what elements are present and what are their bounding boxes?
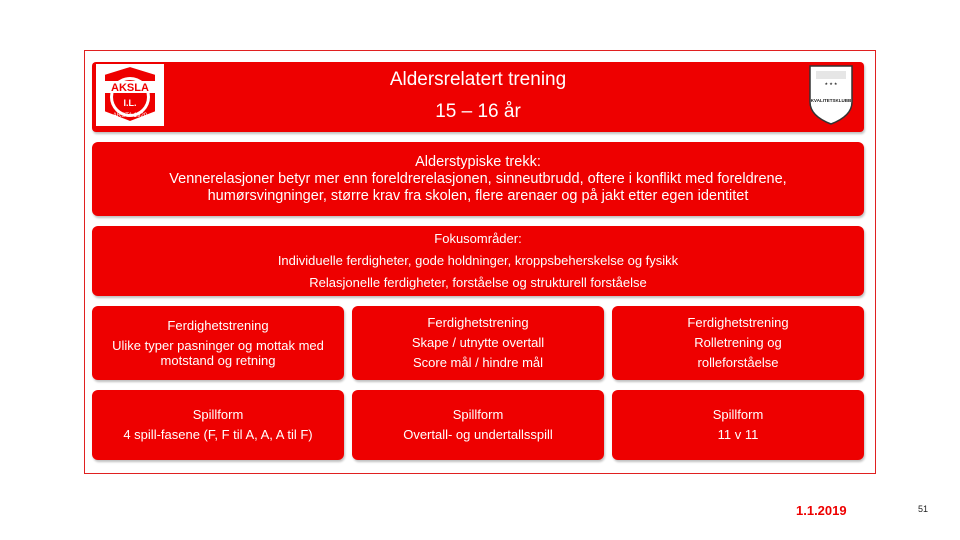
cell-text: 11 v 11: [717, 427, 759, 442]
focus-areas-box: [92, 226, 864, 296]
badge-text: KVALITETSKLUBB: [810, 98, 852, 103]
focus-line1: Individuelle ferdigheter, gode holdninger, kroppsbeherskelse og fysikk: [277, 253, 679, 268]
cell-heading: Spillform: [452, 407, 504, 422]
focus-line2: Relasjonelle ferdigheter, forståelse og strukturell forståelse: [309, 275, 647, 290]
svg-text:★ ★ ★: ★ ★ ★: [824, 81, 838, 86]
skill-training-cell-3: [612, 306, 864, 380]
cell-heading: Ferdighetstrening: [687, 315, 789, 330]
page-number: 51: [918, 504, 929, 514]
cell-heading: Ferdighetstrening: [167, 318, 269, 333]
logo-initials: I.L.: [123, 98, 137, 108]
cell-text: Score mål / hindre mål: [412, 355, 544, 370]
slide-subtitle: 15 – 16 år: [435, 101, 521, 122]
game-form-cell-1: [92, 390, 344, 460]
age-traits-heading: Alderstypiske trekk:: [415, 153, 541, 170]
game-form-cell-2: [352, 390, 604, 460]
slide-date: 1.1.2019: [796, 503, 847, 518]
club-logo: [96, 64, 164, 126]
game-form-cell-3: [612, 390, 864, 460]
cell-text: rolleforståelse: [697, 355, 779, 370]
age-traits-line1: Vennerelasjoner betyr mer enn foreldrerelasjonen, sinneutbrudd, oftere i konflikt med foreldrene,: [169, 170, 787, 187]
title-banner: [92, 62, 864, 132]
cell-text: Overtall- og undertallsspill: [403, 427, 553, 442]
quality-club-badge: [806, 62, 856, 126]
skill-training-cell-1: [92, 306, 344, 380]
cell-heading: Spillform: [192, 407, 244, 422]
age-traits-box: [92, 142, 864, 216]
cell-heading: Spillform: [712, 407, 764, 422]
cell-text: 4 spill-fasene (F, F til A, A, A til F): [123, 427, 313, 442]
cell-heading: Ferdighetstrening: [427, 315, 529, 330]
age-traits-line2: humørsvingninger, større krav fra skolen, flere arenaer og på jakt etter egen identitet: [207, 187, 749, 204]
cell-text: Skape / utnytte overtall: [411, 335, 545, 350]
focus-heading: Fokusområder:: [434, 231, 522, 246]
logo-year: ARSTA 1920: [112, 113, 148, 119]
skill-training-cell-2: [352, 306, 604, 380]
logo-text: AKSLA: [111, 82, 149, 94]
slide-title: Aldersrelatert trening: [389, 69, 567, 90]
cell-text: Ulike typer pasninger og mottak med motstand og retning: [112, 338, 324, 368]
cell-text: Rolletrening og: [694, 335, 782, 350]
